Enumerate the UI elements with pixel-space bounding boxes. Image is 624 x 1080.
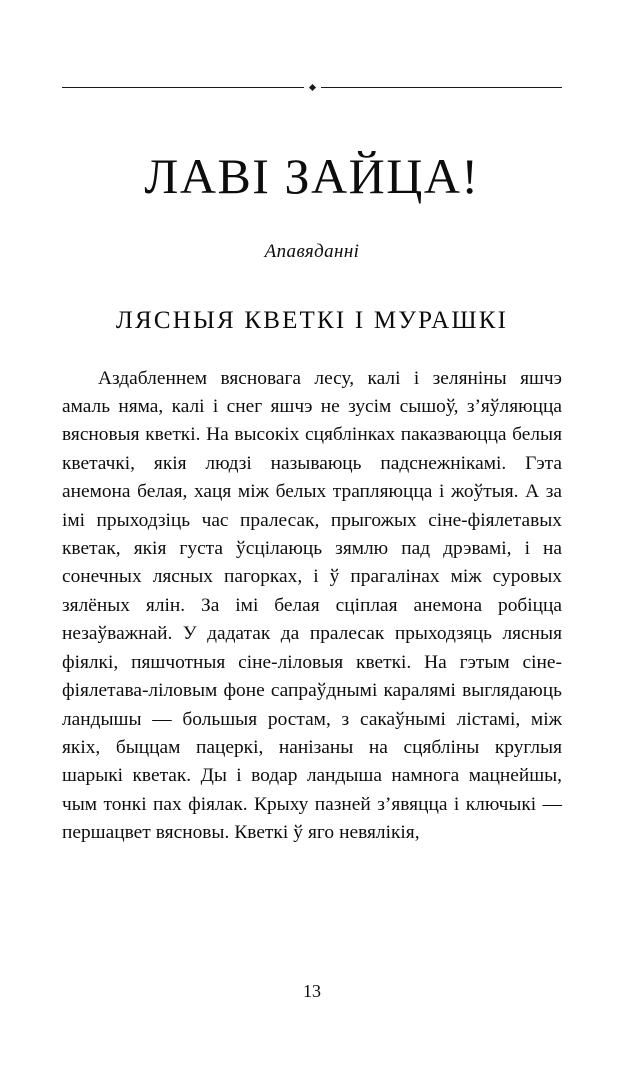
section-heading: ЛЯСНЫЯ КВЕТКІ І МУРАШКІ xyxy=(115,306,509,334)
page-subtitle: Апавяданні xyxy=(264,240,360,262)
ornamental-divider xyxy=(62,80,562,94)
book-page xyxy=(0,80,624,1080)
body-paragraph: Аздабленнем вясновага лесу, калі і зеляніны яшчэ амаль няма, калі і снег яшчэ не зусім сышоў, з’яўляюцца вясновыя кветкі. На высокіх сцяблінках паказваюцца белыя кветачкі, якія людзі называюць падснежнікамі. Гэта анемона белая, хаця між белых трапляюцца і жоўтыя. А за імі прыходзіць час пралесак, прыгожых сіне-фіялетавых кветак, якія густа ўсцілаюць зямлю пад дрэвамі, і на сонечных лясных пагорках, і ў прагалінах між суровых зялёных ялін. За імі белая сціплая анемона робіцца незаўважнай. У дадатак да пралесак прыходзяць лясныя фіялкі, пяшчотныя сіне-ліловыя кветкі. На гэтым сіне-фіялетава-ліловым фоне сапраўднымі каралямі выглядаюць ландышы — большыя ростам, з сакаўнымі лістамі, між якіх, быццам пацеркі, нанізаны на сцябліны круглыя шарыкі кветак. Ды і водар ландыша намнога мацнейшы, чым тонкі пах фіялак. Крыху пазней з’явяцца і ключыкі — першацвет вясновы. Кветкі ў яго невялікія, xyxy=(62,367,562,844)
page-title: ЛАВІ ЗАЙЦА! xyxy=(144,148,480,204)
divider-rule-left xyxy=(62,87,304,88)
divider-rule-right xyxy=(321,87,563,88)
diamond-icon xyxy=(308,83,315,90)
page-number: 13 xyxy=(303,981,321,1001)
